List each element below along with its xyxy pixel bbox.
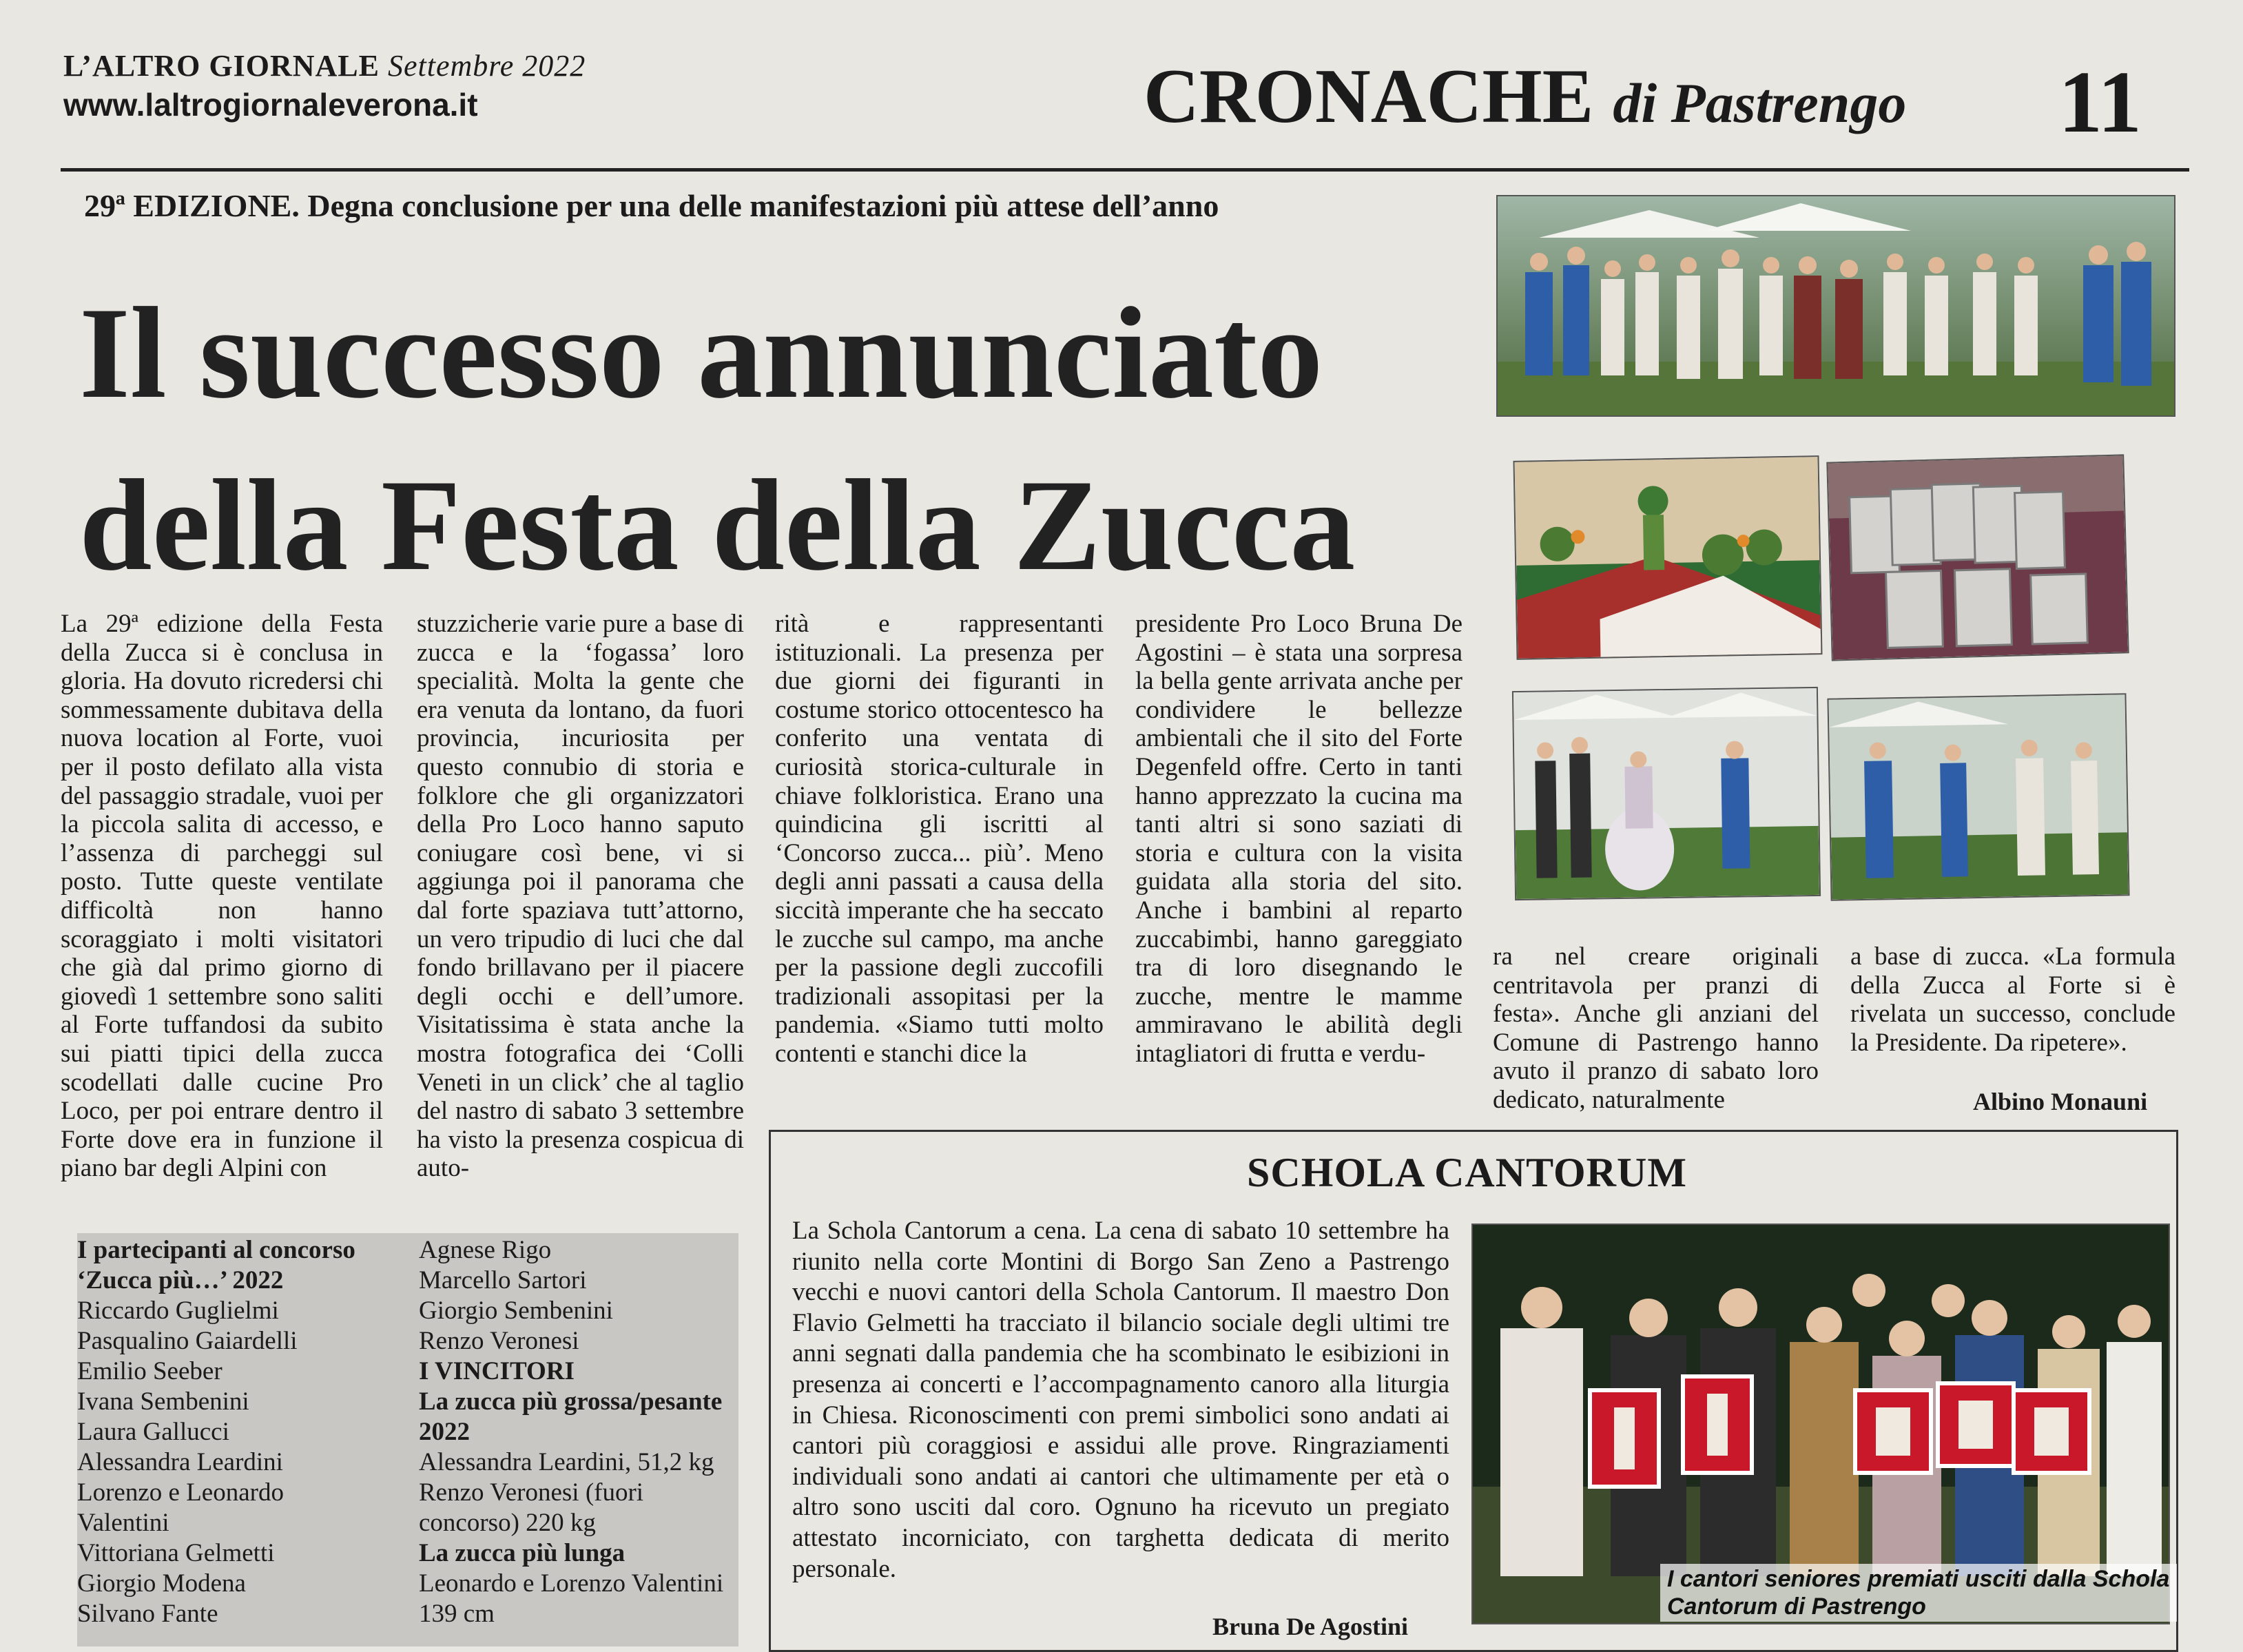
- centerpiece-photo-image: [1515, 457, 1821, 659]
- participant-name: Marcello Sartori: [419, 1266, 587, 1294]
- article-column-4: presidente Pro Loco Bruna De Agostini – è stata una sorpresa la bella gente arrivata anche per condividere le bellezze ambientali che il sito del Forte Degenfeld offre. Certo in tanti hanno apprezzato la cucina ma tanti altri si sono saziati di storia e cultura con la visita guidata alla storia del sito. Anche i bambini al reparto zuccabimbi, hanno gareggiato tra di loro disegnando le zucche, mentre le mamme ammiravano le abilità degli intagliatori di frutta e verdu-: [1135, 610, 1462, 1068]
- page-number: 11: [2058, 53, 2142, 151]
- schola-title: SCHOLA CANTORUM: [1247, 1150, 1687, 1195]
- article-column-6: a base di zucca. «La formula della Zucca al Forte si è rivelata un successo, conclude la Presidente. Da ripetere».: [1850, 942, 2175, 1057]
- website-url: www.laltrogiornaleverona.it: [63, 87, 478, 123]
- participant-name: Vittoriana Gelmetti: [77, 1539, 275, 1567]
- paper-title: L’ALTRO GIORNALE: [63, 49, 380, 83]
- costume-photo: [1512, 687, 1821, 900]
- participants-list-right: [419, 1235, 729, 1629]
- category-heaviest-winner: Alessandra Leardini, 51,2 kg: [419, 1448, 714, 1476]
- participant-name: Ivana Sembenini: [77, 1387, 249, 1416]
- participant-name: Renzo Veronesi: [419, 1327, 579, 1355]
- certificates-photo: [1826, 454, 2129, 661]
- winners-title: I VINCITORI: [419, 1357, 575, 1385]
- article-headline: [79, 267, 1478, 612]
- article-column-3: rità e rappresentanti istituzionali. La presenza per due giorni dei figuranti in costume storico ottocentesco ha conferito una ventata di curiosità storica-culturale in chiave folkloristica. Erano una quindicina gli iscritti al ‘Concorso zucca... più’. Meno degli anni passati a causa della siccità imperante che ha seccato le zucche sul campo, ma anche per la passione degli zuccofili tradizionali assopitasi per la pandemia. «Siamo tutti molto contenti e stanchi dice la: [775, 610, 1104, 1068]
- participant-name: Agnese Rigo: [419, 1236, 552, 1264]
- centerpiece-photo: [1513, 455, 1823, 660]
- participant-name: Pasqualino Gaiardelli: [77, 1327, 298, 1355]
- participant-name: Emilio Seeber: [77, 1357, 223, 1385]
- schola-byline: Bruna De Agostini: [1212, 1613, 1409, 1640]
- ribbon-photo-image: [1829, 694, 2129, 899]
- participant-name: Giorgio Modena: [77, 1569, 246, 1598]
- participant-name: Lorenzo e Leonardo Valentini: [77, 1478, 284, 1537]
- group-photo: [1496, 195, 2175, 417]
- headline-line-2: della Festa della Zucca: [79, 453, 1356, 598]
- category-heaviest-winner-out: Renzo Veronesi (fuori concorso) 220 kg: [419, 1478, 644, 1537]
- participants-title: I partecipanti al concorso ‘Zucca più…’ 2022: [77, 1236, 355, 1294]
- headline-line-1: Il successo annunciato: [79, 281, 1323, 426]
- issue-date: Settembre 2022: [388, 49, 586, 83]
- choir-photo-caption: I cantori seniores premiati usciti dalla Schola Cantorum di Pastrengo: [1660, 1564, 2177, 1622]
- article-column-1: La 29ª edizione della Festa della Zucca si è conclusa in gloria. Ha dovuto ricredersi chi sommessamente dubitava della nuova location al Forte, vuoi per il posto defilato alla vista del passaggio stradale, vuoi per la piccola salita di accesso, e l’assenza di parcheggi sul posto. Tutte queste ventilate difficoltà non hanno scoraggiato i molti visitatori che già dal primo giorno di giovedì 1 settembre sono saliti al Forte tuffandosi da subito sui piatti tipici della zucca scodellati dalle cucine Pro Loco, per poi entrare dentro il Forte dove era in funzione il piano bar degli Alpini con: [61, 610, 383, 1183]
- paper-name: [63, 48, 586, 83]
- section-place: di Pastrengo: [1613, 72, 1907, 134]
- section-header: [1144, 54, 1907, 139]
- participant-name: Silvano Fante: [77, 1600, 218, 1628]
- article-byline: Albino Monauni: [1973, 1088, 2148, 1115]
- participant-name: Riccardo Guglielmi: [77, 1297, 279, 1325]
- article-column-5: ra nel creare originali centritavola per pranzi di festa». Anche gli anziani del Comune di Pastrengo hanno avuto il pranzo di sabato loro dedicato, naturalmente: [1493, 942, 1819, 1114]
- article-column-2: stuzzicherie varie pure a base di zucca e la ‘fogassa’ loro specialità. Molta la gente che era venuta da lontano, da fuori provincia, incuriosita per questo connubio di storia e folklore che gli organizzatori della Pro Loco hanno saputo coniugare così bene, vi si aggiunga poi il panorama che dal forte spaziava tutt’attorno, un vero tripudio di luci che dal fondo brillavano per il piacere degli occhi e dell’umore. Visitatissima è stata anche la mostra fotografica dei ‘Colli Veneti in un click’ che al taglio del nastro di sabato 3 settembre ha visto la presenza cospicua di auto-: [417, 610, 744, 1183]
- section-title: CRONACHE: [1144, 54, 1594, 139]
- certificates-photo-image: [1828, 455, 2127, 659]
- participant-name: Alessandra Leardini: [77, 1448, 283, 1476]
- participant-name: Giorgio Sembenini: [419, 1297, 613, 1325]
- participant-name: Laura Gallucci: [77, 1418, 229, 1446]
- masthead-rule: [61, 168, 2189, 172]
- article-kicker: 29ª EDIZIONE. Degna conclusione per una delle manifestazioni più attese dell’anno: [84, 188, 1219, 223]
- group-photo-image: [1498, 196, 2174, 415]
- ribbon-photo: [1827, 693, 2129, 901]
- schola-text: La Schola Cantorum a cena. La cena di sabato 10 settembre ha riunito nella corte Montini di Borgo San Zeno a Pastrengo vecchi e nuovi cantori della Schola Cantorum. Il maestro Don Flavio Gelmetti ha tracciato il bilancio sociale degli ultimi tre anni segnati dalla pandemia che ha scombinato le esibizioni in presenza ai concerti e l’accompagnamento canoro alla liturgia in Chiesa. Riconoscimenti con premi simbolici sono andati ai cantori più coraggiosi e assidui alle prove. Ringraziamenti individuali sono andati ai cantori che ultimamente per età o altro sono usciti dal coro. Ognuno ha ricevuto un pregiato attestato incorniciato, con targhetta dedicata di merito personale.: [792, 1217, 1449, 1583]
- category-longest-title: La zucca più lunga: [419, 1539, 626, 1567]
- category-longest-winner: Leonardo e Lorenzo Valentini 139 cm: [419, 1569, 724, 1628]
- category-heaviest-title: La zucca più grossa/pesante 2022: [419, 1387, 723, 1446]
- participants-list-left: [77, 1235, 380, 1629]
- costume-photo-image: [1513, 688, 1819, 899]
